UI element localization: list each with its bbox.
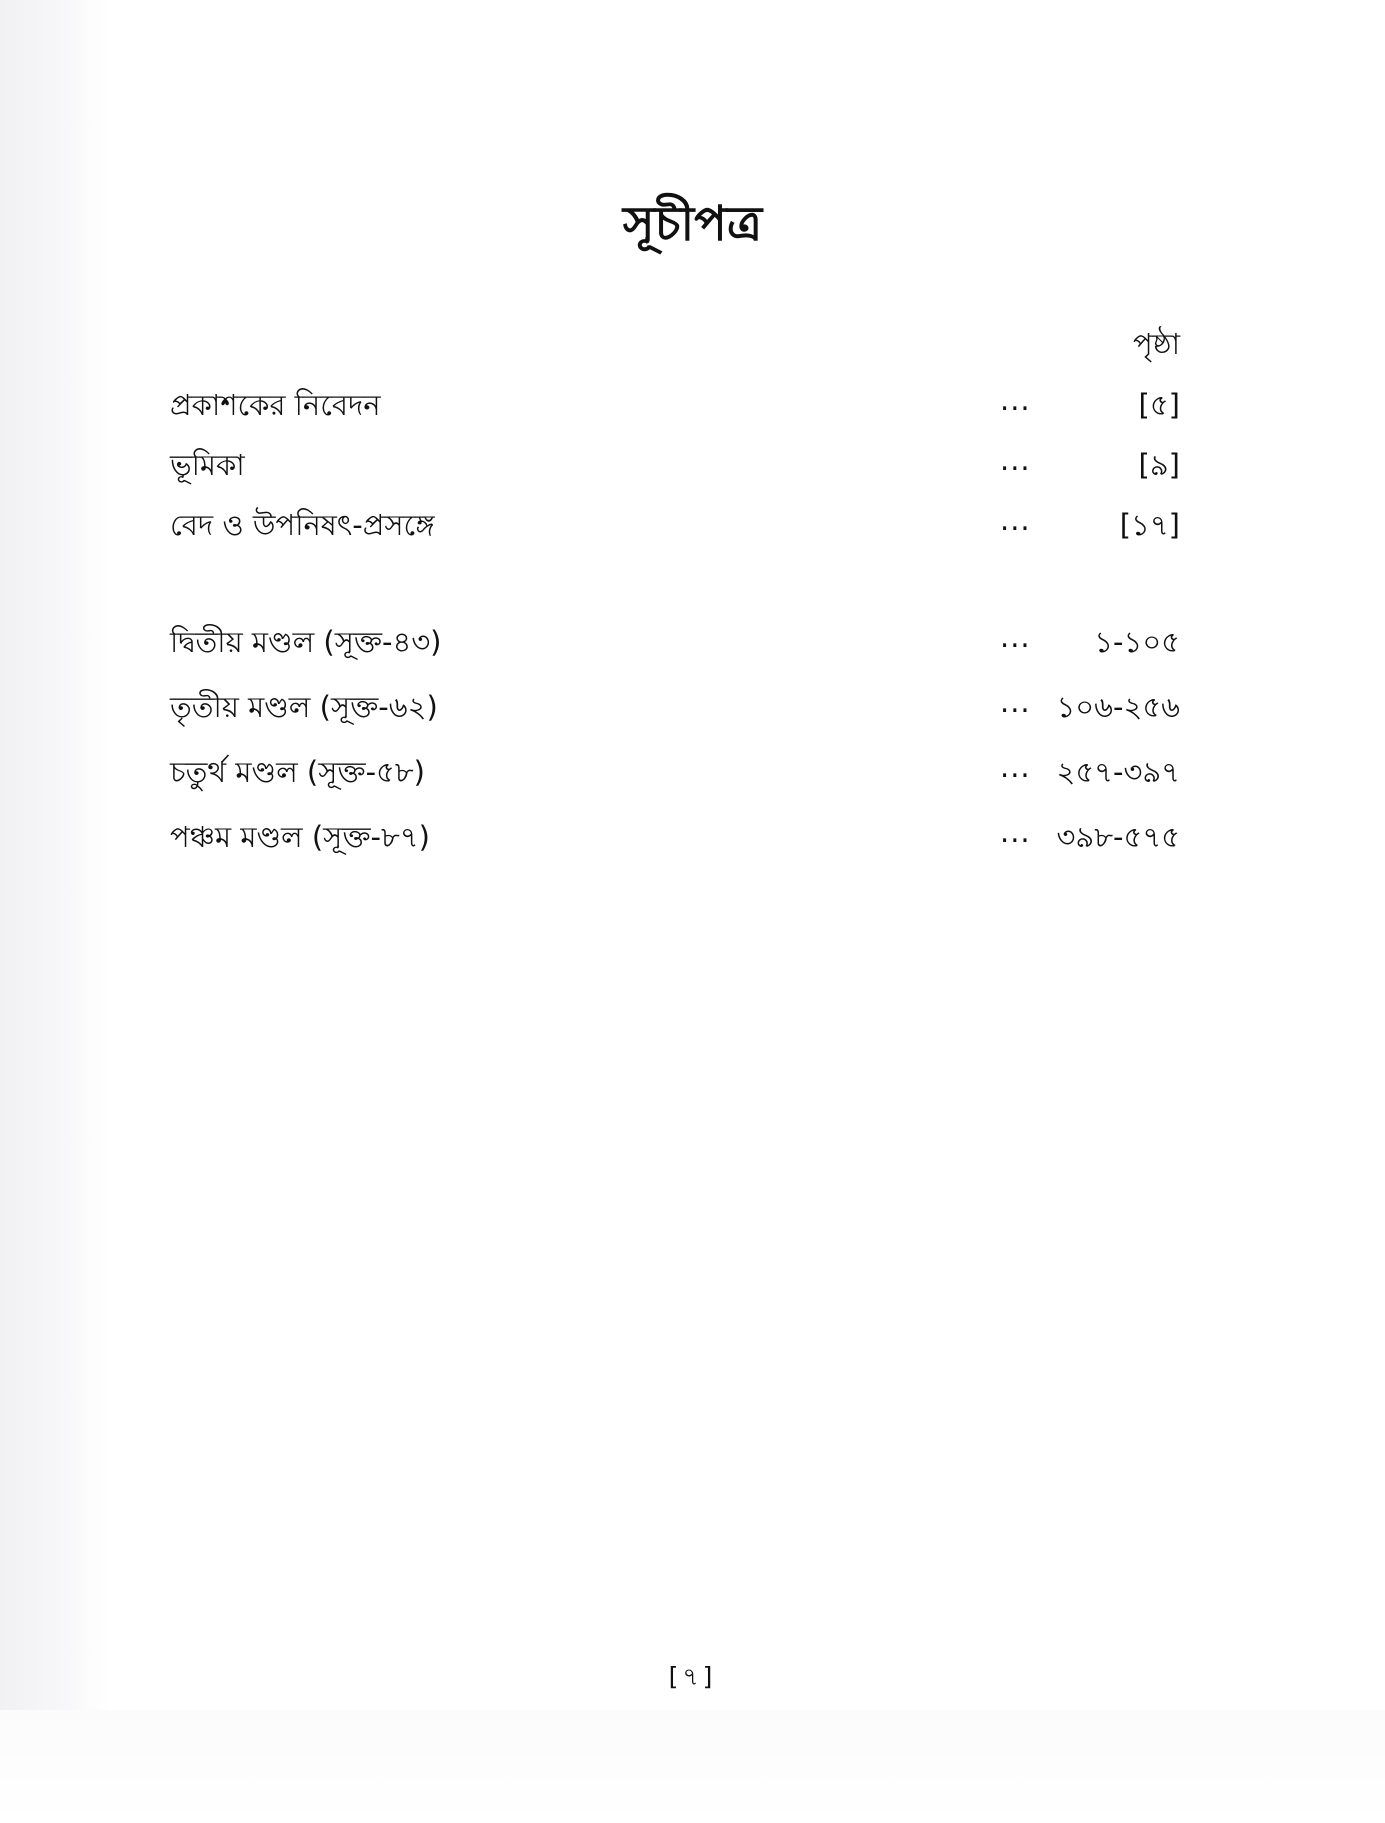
toc-leader-dots: ... xyxy=(1000,503,1031,537)
toc-leader-dots: ... xyxy=(1000,750,1031,784)
toc-entry-label: ভূমিকা xyxy=(170,448,245,482)
toc-entry-label: প্রকাশকের নিবেদন xyxy=(170,388,381,422)
toc-leader-dots: ... xyxy=(1000,443,1031,477)
toc-entry-veda-upanishad[interactable] xyxy=(170,503,1180,547)
toc-entry-label: তৃতীয় মণ্ডল (সূক্ত-৬২) xyxy=(170,690,438,724)
toc-entry-page: ১-১০৫ xyxy=(1094,625,1180,659)
toc-entry-mandala-4[interactable] xyxy=(170,750,1180,794)
toc-entry-mandala-2[interactable] xyxy=(170,620,1180,664)
page-number: [৭] xyxy=(668,1662,717,1691)
page-title: সূচীপত্র xyxy=(622,196,763,252)
toc-entry-page: ১০৬-২৫৬ xyxy=(1056,690,1180,724)
toc-entry-page: [৫] xyxy=(1138,388,1180,422)
toc-leader-dots: ... xyxy=(1000,383,1031,417)
toc-entry-mandala-3[interactable] xyxy=(170,685,1180,729)
toc-entry-page: [১৭] xyxy=(1119,508,1180,542)
page-column-header: পৃষ্ঠা xyxy=(1133,327,1180,361)
toc-entry-page: [৯] xyxy=(1138,448,1180,482)
toc-entry-label: চতুর্থ মণ্ডল (সূক্ত-৫৮) xyxy=(170,755,425,789)
toc-leader-dots: ... xyxy=(1000,815,1031,849)
scan-bottom-shadow xyxy=(0,1710,1385,1823)
toc-entry-publisher-note[interactable] xyxy=(170,383,1180,427)
toc-entry-page: ৩৯৮-৫৭৫ xyxy=(1056,820,1180,854)
toc-entry-page: ২৫৭-৩৯৭ xyxy=(1056,755,1180,789)
toc-entry-label: পঞ্চম মণ্ডল (সূক্ত-৮৭) xyxy=(170,820,430,854)
toc-leader-dots: ... xyxy=(1000,620,1031,654)
toc-entry-label: দ্বিতীয় মণ্ডল (সূক্ত-৪৩) xyxy=(170,625,442,659)
toc-entry-mandala-5[interactable] xyxy=(170,815,1180,859)
toc-entry-label: বেদ ও উপনিষৎ-প্রসঙ্গে xyxy=(170,508,435,542)
toc-entry-introduction[interactable] xyxy=(170,443,1180,487)
toc-leader-dots: ... xyxy=(1000,685,1031,719)
